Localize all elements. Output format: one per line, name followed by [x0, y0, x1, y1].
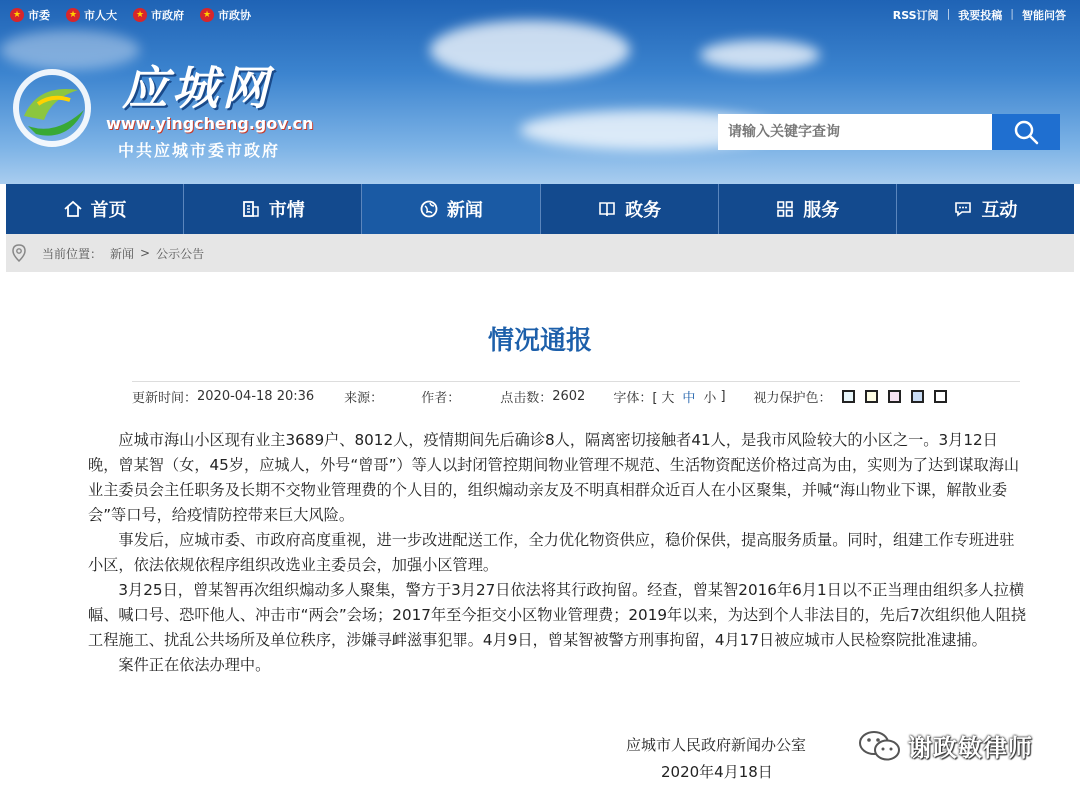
emblem-icon: ★	[66, 8, 80, 22]
breadcrumb-separator: >	[140, 246, 151, 260]
nav-item-home[interactable]	[6, 184, 184, 234]
nav-item-news[interactable]	[362, 184, 540, 234]
updated-label: 更新时间：	[132, 391, 198, 406]
search-icon	[1012, 118, 1040, 146]
rss-link[interactable]: RSS订阅	[892, 9, 939, 22]
nav-label: 服务	[803, 200, 840, 221]
nav-label: 政务	[625, 200, 662, 221]
chat-icon	[953, 199, 973, 219]
emblem-icon: ★	[200, 8, 214, 22]
author-label: 作者：	[421, 391, 461, 406]
eye-color-swatch[interactable]	[865, 390, 878, 403]
article-meta	[132, 381, 1020, 411]
divider: |	[1010, 7, 1014, 20]
font-size-small[interactable]: 小	[703, 391, 717, 406]
clicks-label: 点击数：	[500, 391, 553, 406]
nav-label: 新闻	[446, 200, 483, 221]
top-link-label: 市政协	[218, 9, 251, 22]
font-size-medium[interactable]: 中	[682, 391, 696, 406]
article-paragraph: 应城市海山小区现有业主3689户、8012人，疫情期间先后确诊8人，隔离密切接触者41人，是我市风险较大的小区之一。3月12日晚，曾某智（女，45岁，应城人，外号“曾哥”）等人以封闭管控期间物业管理不规范、生活物资配送价格过高为由，实则为了达到谋取海山业主委员会主任职务及长期不交物业管理费的个人目的，组织煽动亲友及不明真相群众近百人在小区聚集，并喊“海山物业下课，解散业委会”等口号，给疫情防控带来巨大风险。	[88, 431, 1020, 524]
article-signature: 应城市人民政府新闻办公室	[626, 736, 807, 754]
grid-icon	[775, 199, 795, 219]
breadcrumb-item-news[interactable]: 新闻	[110, 246, 135, 261]
building-icon	[241, 199, 261, 219]
top-link-label: 市委	[28, 9, 50, 22]
emblem-icon: ★	[133, 8, 147, 22]
top-link-label: 市人大	[84, 9, 117, 22]
cloud-decoration	[700, 40, 820, 70]
logo-swirl-icon	[8, 64, 96, 152]
article-paragraph: 3月25日，曾某智再次组织煽动多人聚集，警方于3月27日依法将其行政拘留。经查，曾某智2016年6月1日以不正当理由组织多人拉横幅、喊口号、恐吓他人、冲击市“两会”会场；2017年至今拒交小区物业管理费；2019年以来，为达到个人非法目的，先后7次组织他人阻挠工程施工、扰乱公共场所及单位秩序，涉嫌寻衅滋事犯罪。4月9日，曾某智被警方刑事拘留，4月17日被应城市人民检察院批准逮捕。	[88, 581, 1027, 649]
updated-value: 2020-04-18 20:36	[197, 389, 315, 404]
home-icon	[63, 199, 83, 219]
location-pin-icon	[12, 244, 26, 262]
emblem-icon: ★	[10, 8, 24, 22]
search-input[interactable]	[718, 114, 992, 150]
site-subtitle: 中共应城市委市政府	[118, 141, 281, 160]
eye-color-swatch[interactable]	[888, 390, 901, 403]
watermark-text: 谢政敏律师	[908, 734, 1033, 762]
top-bar	[0, 0, 1080, 30]
eye-protect-label: 视力保护色：	[753, 391, 832, 406]
article-body	[88, 428, 1028, 678]
top-link-government[interactable]	[133, 7, 184, 23]
font-size-end: ]	[720, 389, 726, 404]
utility-links	[893, 7, 1066, 23]
smart-qa-link[interactable]: 智能问答	[1022, 9, 1066, 22]
top-links	[10, 7, 251, 23]
book-icon	[597, 199, 617, 219]
nav-label: 互动	[981, 200, 1018, 221]
site-url: www.yingcheng.gov.cn	[106, 114, 314, 133]
breadcrumb	[6, 234, 1074, 272]
breadcrumb-item-notices[interactable]: 公示公告	[156, 246, 205, 261]
nav-item-city-info[interactable]	[184, 184, 362, 234]
article-title: 情况通报	[487, 326, 592, 356]
source-label: 来源：	[344, 391, 384, 406]
eye-color-swatch[interactable]	[911, 390, 924, 403]
top-link-congress[interactable]	[66, 7, 117, 23]
nav-label: 市情	[268, 200, 305, 221]
search-button[interactable]	[992, 114, 1060, 150]
breadcrumb-prefix: 当前位置：	[42, 246, 103, 261]
eye-color-swatch[interactable]	[842, 390, 855, 403]
eye-color-swatch[interactable]	[934, 390, 947, 403]
nav-item-government-affairs[interactable]	[541, 184, 719, 234]
nav-item-interaction[interactable]	[897, 184, 1074, 234]
article-paragraph: 案件正在依法办理中。	[118, 656, 271, 674]
top-link-party-committee[interactable]	[10, 7, 50, 23]
article-paragraph: 事发后，应城市委、市政府高度重视，进一步改进配送工作，全力优化物资供应，稳价保供，提高服务质量。同时，组建工作专班进驻小区，依法依规依程序组织改选业主委员会，加强小区管理。	[88, 531, 1015, 574]
top-link-label: 市政府	[151, 9, 184, 22]
site-header	[0, 0, 1080, 184]
globe-icon	[419, 199, 439, 219]
watermark	[858, 728, 1033, 763]
nav-item-services[interactable]	[719, 184, 897, 234]
nav-label: 首页	[90, 200, 127, 221]
main-nav	[6, 184, 1074, 234]
wechat-icon	[858, 729, 902, 763]
font-size-label: 字体：[	[613, 391, 658, 406]
submit-article-link[interactable]: 我要投稿	[958, 9, 1003, 22]
site-logo-title[interactable]: 应城网	[122, 61, 272, 115]
top-link-cppcc[interactable]	[200, 7, 251, 23]
clicks-value: 2602	[552, 389, 586, 404]
article-date: 2020年4月18日	[661, 763, 773, 781]
divider: |	[946, 7, 951, 20]
font-size-large[interactable]: 大	[661, 391, 675, 406]
